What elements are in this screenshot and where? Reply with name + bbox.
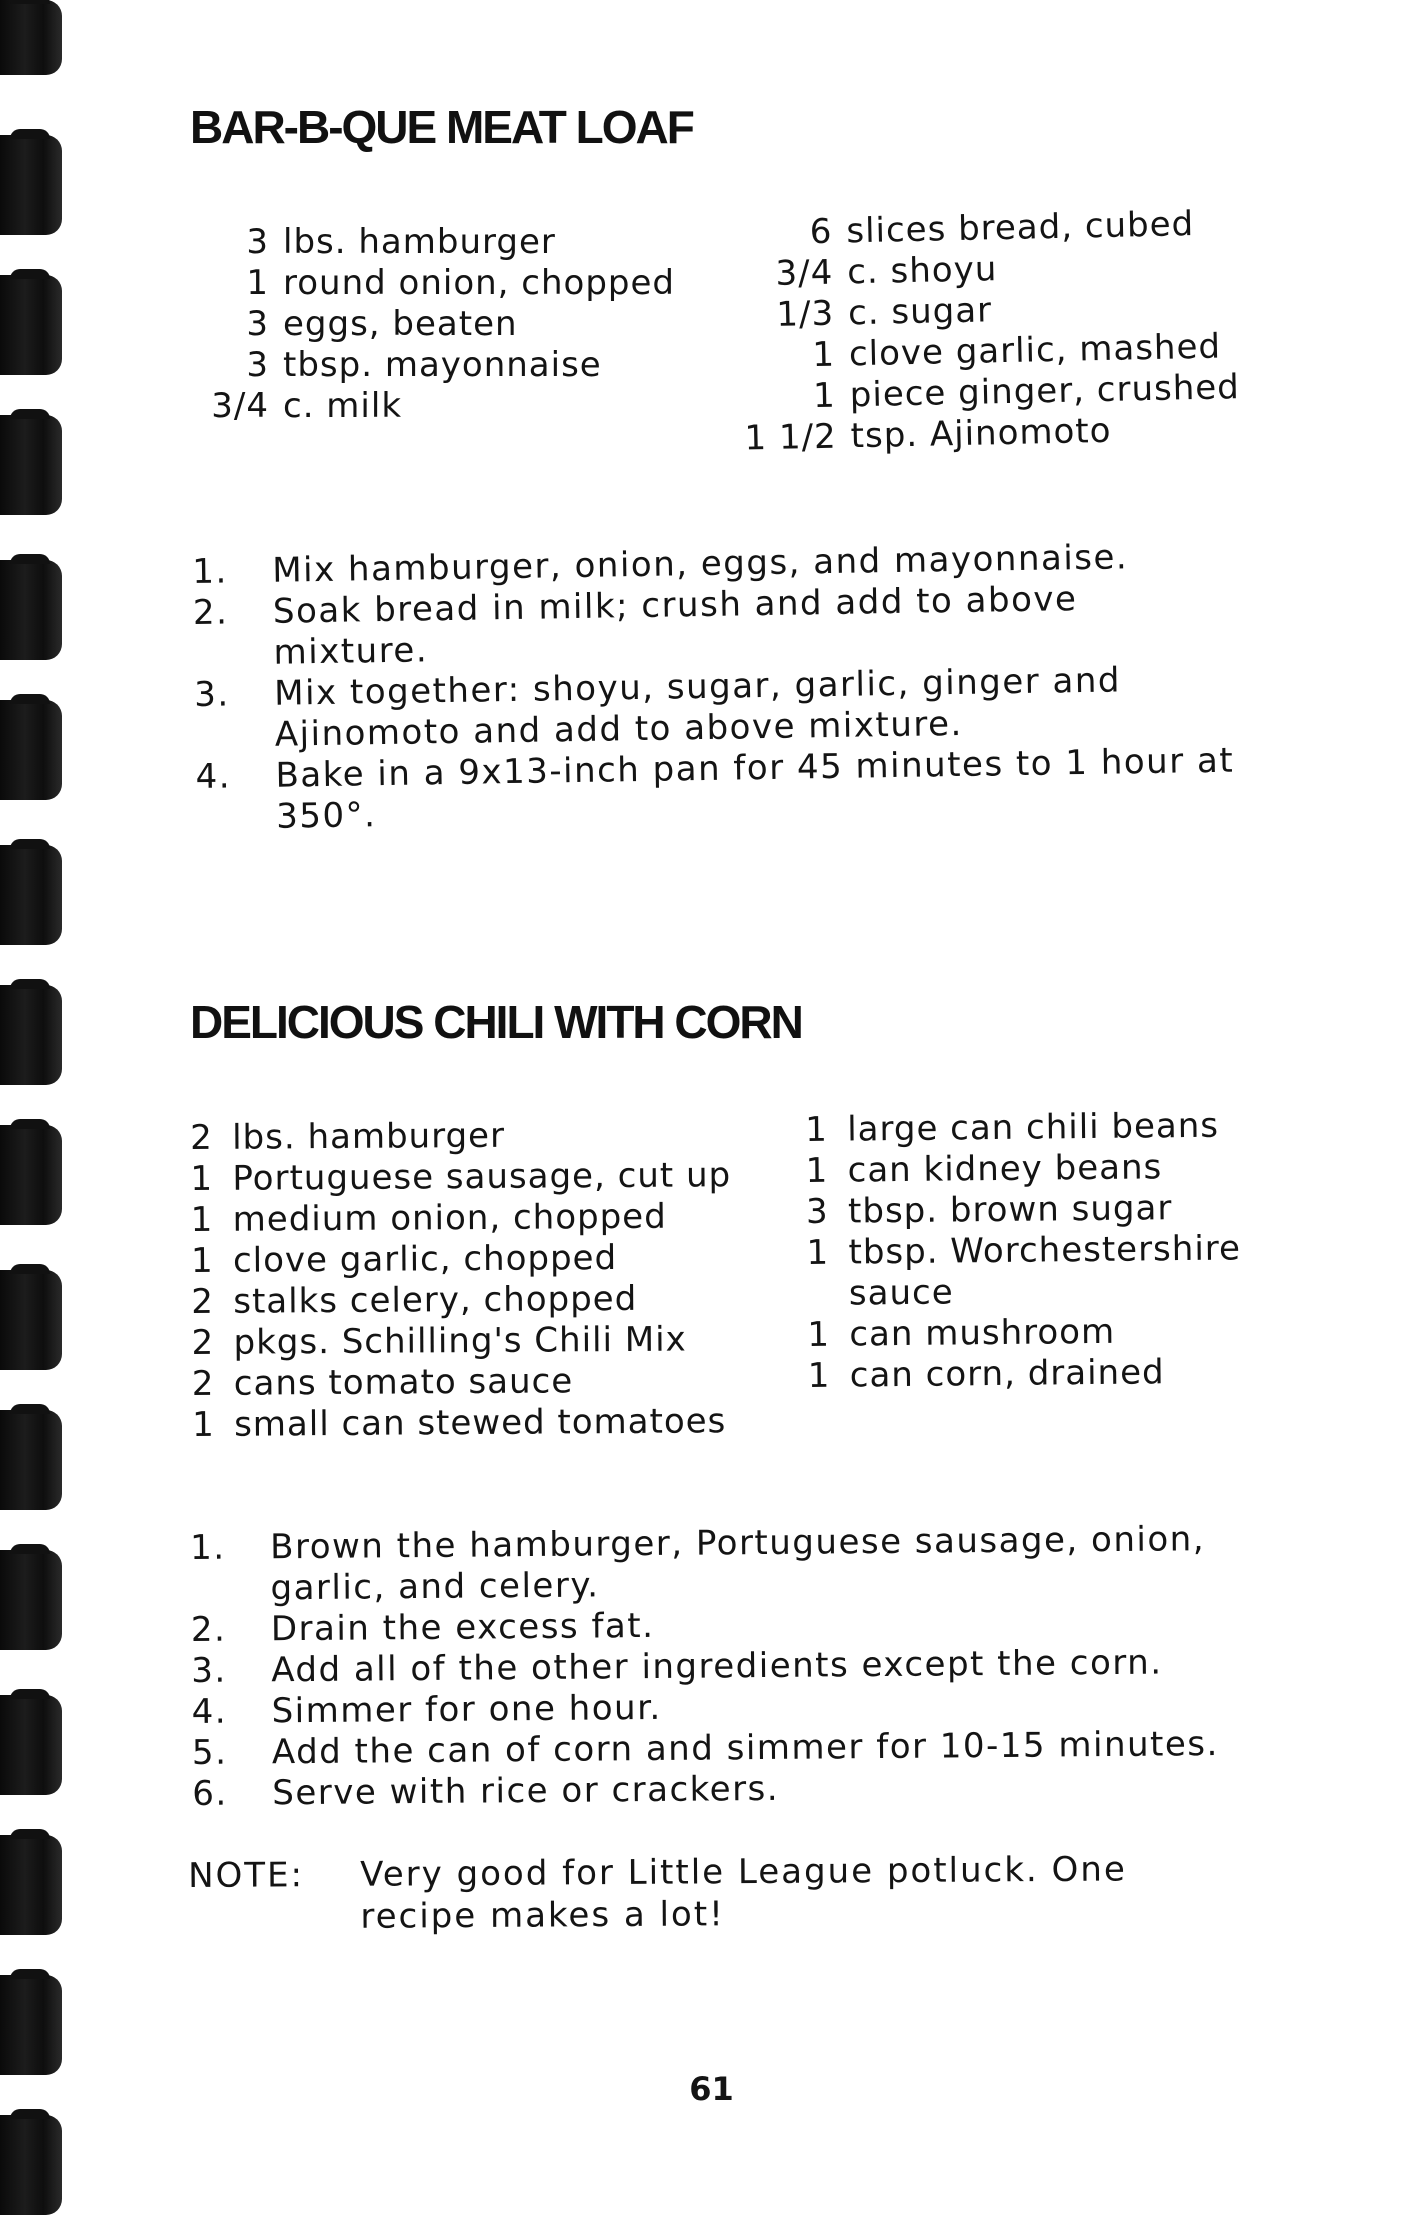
ingredient-item: c. milk: [283, 386, 402, 426]
ingredient-qty: 3: [225, 345, 283, 386]
step-number: 6.: [192, 1773, 272, 1815]
spiral-binding: [0, 0, 70, 2200]
recipe-steps: [190, 1518, 1352, 1815]
page-number: 61: [0, 2070, 1423, 2108]
ingredient-item: stalks celery, chopped: [233, 1279, 637, 1322]
ingredient: [225, 304, 675, 345]
ingredient-qty: 1: [723, 334, 850, 378]
ingredient-item: can corn, drained: [850, 1352, 1165, 1395]
ingredient-item: clove garlic, mashed: [849, 327, 1222, 375]
ingredient: [185, 386, 675, 427]
ingredient-qty: 1: [191, 1200, 233, 1241]
ingredient-qty: 3/4: [721, 252, 848, 296]
ingredient-qty: 1: [808, 1356, 850, 1397]
step: [190, 1518, 1351, 1610]
ingredient: [225, 222, 675, 263]
step-number: 4.: [195, 756, 276, 839]
recipe-title: DELICIOUS CHILI WITH CORN: [190, 995, 802, 1049]
note-text: Very good for Little League potluck. One recipe makes a lot!: [360, 1848, 1221, 1938]
ingredient-item: lbs. hamburger: [232, 1116, 505, 1158]
ingredient-qty: 3: [806, 1192, 848, 1233]
ingredient-qty: 1 1/2: [724, 416, 851, 460]
ingredient-item: tbsp. Worchestershire: [848, 1228, 1241, 1272]
binding-ring: [0, 1550, 62, 1650]
step-text: Bake in a 9x13-inch pan for 45 minutes to 1 hour at 350°.: [275, 740, 1276, 838]
binding-ring: [0, 985, 62, 1085]
ingredient: [805, 1105, 1240, 1151]
ingredient-item: c. shoyu: [847, 249, 998, 292]
step-text: Brown the hamburger, Portuguese sausage, onion, garlic, and celery.: [270, 1518, 1331, 1609]
step-number: 3.: [194, 674, 275, 757]
ingredient: [225, 345, 675, 386]
ingredient-item: tbsp. mayonnaise: [283, 345, 602, 385]
binding-ring: [0, 845, 62, 945]
ingredient-item: pkgs. Schilling's Chili Mix: [233, 1320, 686, 1363]
ingredient-qty: 3: [225, 304, 283, 345]
step: [192, 1764, 1352, 1815]
binding-ring: [0, 1410, 62, 1510]
ingredient-item: eggs, beaten: [283, 304, 518, 344]
ingredient-qty: 1: [806, 1233, 848, 1274]
binding-ring: [0, 275, 62, 375]
step-number: 1.: [190, 1527, 271, 1610]
step-number: 2.: [193, 592, 274, 675]
ingredient: [191, 1196, 732, 1241]
ingredient: [806, 1187, 1241, 1233]
ingredient-qty: 1: [805, 1110, 847, 1151]
ingredient: [191, 1319, 732, 1364]
ingredient-item: sauce: [849, 1272, 954, 1313]
ingredient-item: small can stewed tomatoes: [234, 1401, 726, 1444]
step-text: Serve with rice or crackers.: [272, 1765, 1272, 1815]
binding-ring: [0, 1270, 62, 1370]
ingredient: [191, 1278, 732, 1323]
ingredients-left: [190, 1114, 733, 1446]
step-text: Soak bread in milk; crush and add to above mixture.: [273, 578, 1174, 674]
step-number: 4.: [191, 1691, 271, 1733]
step-number: 3.: [191, 1650, 271, 1692]
recipe-note: [188, 1848, 1221, 1939]
ingredient-qty: 1: [190, 1159, 232, 1200]
recipe-title: BAR-B-QUE MEAT LOAF: [190, 100, 693, 154]
step-number: 1.: [192, 551, 273, 593]
ingredient-qty: 3/4: [185, 386, 283, 427]
ingredient-qty: 1: [192, 1405, 234, 1446]
ingredient: [192, 1360, 733, 1405]
ingredient: [807, 1310, 1242, 1356]
ingredient-qty: 1: [723, 375, 850, 419]
binding-ring: [0, 1695, 62, 1795]
ingredient-item: medium onion, chopped: [233, 1197, 667, 1240]
ingredient: [190, 1114, 731, 1159]
step: [195, 740, 1276, 839]
step-text: Mix together: shoyu, sugar, garlic, ginger and Ajinomoto and add to above mixture.: [274, 658, 1255, 755]
ingredient-qty: 2: [191, 1282, 233, 1323]
ingredients-right: [720, 203, 1241, 460]
binding-ring: [0, 1975, 62, 2075]
step-text: Simmer for one hour.: [271, 1683, 1271, 1733]
ingredient: [808, 1351, 1243, 1397]
ingredient-qty: 1: [191, 1241, 233, 1282]
step-text: Drain the excess fat.: [271, 1601, 1271, 1651]
ingredients-right: [805, 1105, 1242, 1397]
ingredient: [192, 1401, 733, 1446]
ingredient-item: slices bread, cubed: [846, 204, 1195, 251]
ingredient-item: round onion, chopped: [283, 263, 675, 303]
step-number: 2.: [191, 1609, 271, 1651]
ingredient-qty: 6: [720, 211, 847, 255]
binding-ring: [0, 135, 62, 235]
ingredient-qty: 2: [192, 1364, 234, 1405]
ingredient: [805, 1146, 1240, 1192]
ingredient-item: large can chili beans: [847, 1106, 1219, 1150]
ingredient: [225, 263, 675, 304]
ingredient-item: c. sugar: [848, 290, 993, 333]
ingredient-item: clove garlic, chopped: [233, 1238, 617, 1281]
step-text: Add all of the other ingredients except the corn.: [271, 1641, 1351, 1691]
binding-ring: [0, 1835, 62, 1935]
ingredients-left: [225, 222, 675, 427]
ingredient: [191, 1237, 732, 1282]
ingredient-qty: 1/3: [722, 293, 849, 337]
binding-ring: [0, 415, 62, 515]
ingredient-qty: 1: [225, 263, 283, 304]
ingredient: [806, 1228, 1241, 1274]
ingredient-item: piece ginger, crushed: [849, 367, 1240, 415]
ingredient-item: cans tomato sauce: [234, 1361, 574, 1403]
step-text: Mix hamburger, onion, eggs, and mayonnaise.: [272, 535, 1253, 591]
ingredient-qty: 3: [225, 222, 283, 263]
recipe-steps: [192, 535, 1276, 839]
ingredient-item: can mushroom: [849, 1312, 1115, 1355]
ingredient-item: lbs. hamburger: [283, 222, 556, 262]
step-number: 5.: [192, 1732, 272, 1774]
ingredient: [807, 1269, 1242, 1315]
ingredient-qty: 2: [190, 1118, 232, 1159]
ingredient-qty: 1: [805, 1151, 847, 1192]
note-label: NOTE:: [188, 1854, 361, 1939]
ingredient-qty: 1: [807, 1315, 849, 1356]
ingredient-item: Portuguese sausage, cut up: [232, 1155, 731, 1198]
ingredient-item: tsp. Ajinomoto: [850, 411, 1112, 456]
step-text: Add the can of corn and simmer for 10-15 minutes.: [272, 1723, 1352, 1773]
ingredient-item: can kidney beans: [847, 1147, 1162, 1190]
binding-ring: [0, 560, 62, 660]
ingredient: [190, 1155, 731, 1200]
binding-ring: [0, 2115, 62, 2215]
ingredient-item: tbsp. brown sugar: [848, 1188, 1173, 1231]
binding-ring: [0, 0, 62, 75]
ingredient-qty: 2: [191, 1323, 233, 1364]
binding-ring: [0, 700, 62, 800]
binding-ring: [0, 1125, 62, 1225]
